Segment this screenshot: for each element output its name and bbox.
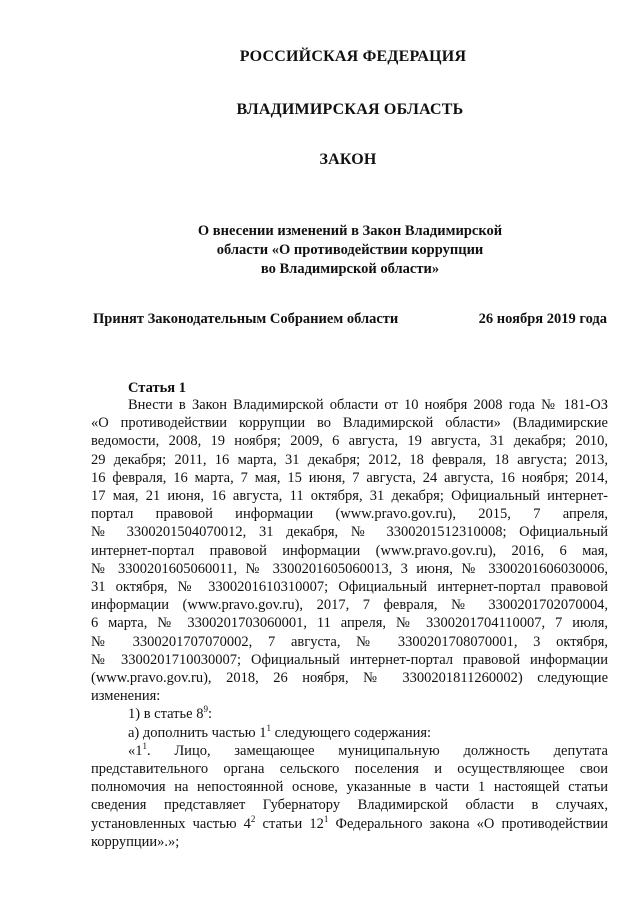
superscript: 1 [142, 740, 147, 751]
quote-text: . Лицо, замещающее муниципальную должность депутата [147, 742, 608, 759]
body-line: 6 марта, № 3300201703060001, 11 апреля, № 3300201704110007, 7 июля, [91, 615, 608, 632]
superscript: 2 [250, 813, 256, 824]
body-line: 29 декабря; 2011, 16 марта, 31 декабря; 2012, 18 февраля, 18 августа; 2013, [91, 451, 608, 468]
adoption-date: 26 ноября 2019 года [478, 311, 607, 327]
article-title: Статья 1 [128, 380, 186, 396]
quote-text: установленных частью 4 [91, 815, 251, 832]
body-line: № 3300201707070002, 7 августа, № 3300201708070001, 3 октября, [91, 633, 608, 650]
quote-line [91, 815, 608, 833]
subject-line: О внесении изменений в Закон Владимирской [197, 223, 503, 239]
quote-line [91, 742, 608, 760]
quote-line: сведения представляет Губернатору Владимирской области в случаях, [91, 797, 608, 814]
document-type-heading: ЗАКОН [319, 151, 377, 168]
body-line: 31 октября, № 3300201610310007; Официальный интернет-портал правовой [91, 579, 608, 596]
body-line: ведомости, 2008, 19 ноября; 2009, 6 августа, 19 августа, 31 декабря; 2010, [91, 433, 608, 450]
superscript: 1 [323, 813, 329, 824]
article-body [91, 396, 608, 851]
adopted-by: Принят Законодательным Собранием области [93, 311, 399, 327]
body-line: № 3300201605060011, № 3300201605060013, 3 июня, № 3300201606030006, [91, 560, 608, 577]
item-text: следующего содержания: [271, 724, 432, 741]
item-text: а) дополнить частью 1 [128, 724, 267, 741]
body-line: изменения: [91, 688, 161, 705]
country-heading: РОССИЙСКАЯ ФЕДЕРАЦИЯ [239, 48, 467, 65]
body-line: № 3300201504070012, 31 декабря, № 3300201512310008; Официальный [91, 524, 608, 541]
body-line: Внести в Закон Владимирской области от 10 ноября 2008 года № 181-ОЗ [128, 397, 608, 413]
superscript: 1 [266, 722, 271, 733]
body-line: портал правовой информации (www.pravo.gov.ru), 2015, 7 апреля, [91, 506, 608, 523]
superscript: 9 [203, 704, 208, 715]
quote-line: коррупции».»; [91, 833, 180, 850]
quote-text: Федерального закона «О противодействии [328, 815, 608, 832]
body-line: 17 мая, 21 июня, 16 августа, 11 октября, 31 декабря; Официальный интернет- [91, 488, 608, 505]
quote-line: полномочия на непостоянной основе, указанные в части 1 настоящей статьи [91, 779, 608, 796]
body-line: информации (www.pravo.gov.ru), 2017, 7 февраля, № 3300201702070004, [91, 597, 608, 614]
item-text: : [207, 706, 212, 723]
body-line: № 3300201710030007; Официальный интернет-портал правовой информации [91, 651, 608, 668]
amendment-item-a [91, 724, 608, 742]
quote-text: статьи 12 [255, 815, 324, 832]
amendment-item-1 [91, 705, 608, 723]
quote-text: «1 [128, 742, 143, 759]
subject-line: во Владимирской области» [260, 261, 440, 277]
region-heading: ВЛАДИМИРСКАЯ ОБЛАСТЬ [236, 101, 464, 118]
law-subject [170, 222, 530, 279]
quote-line: представительного органа сельского поселения и осуществляющее свои [91, 761, 608, 778]
body-line: 16 февраля, 16 марта, 7 мая, 15 июня, 7 августа, 24 августа, 16 ноября; 2014, [91, 469, 608, 486]
body-line: «О противодействии коррупции во Владимирской области» (Владимирские [91, 415, 608, 432]
body-line: интернет-портал правовой информации (www.pravo.gov.ru), 2016, 6 мая, [91, 542, 608, 559]
subject-line: области «О противодействии коррупции [216, 242, 484, 258]
item-text: 1) в статье 8 [128, 706, 204, 723]
body-line: (www.pravo.gov.ru), 2018, 26 ноября, № 3300201811260002) следующие [91, 670, 608, 687]
